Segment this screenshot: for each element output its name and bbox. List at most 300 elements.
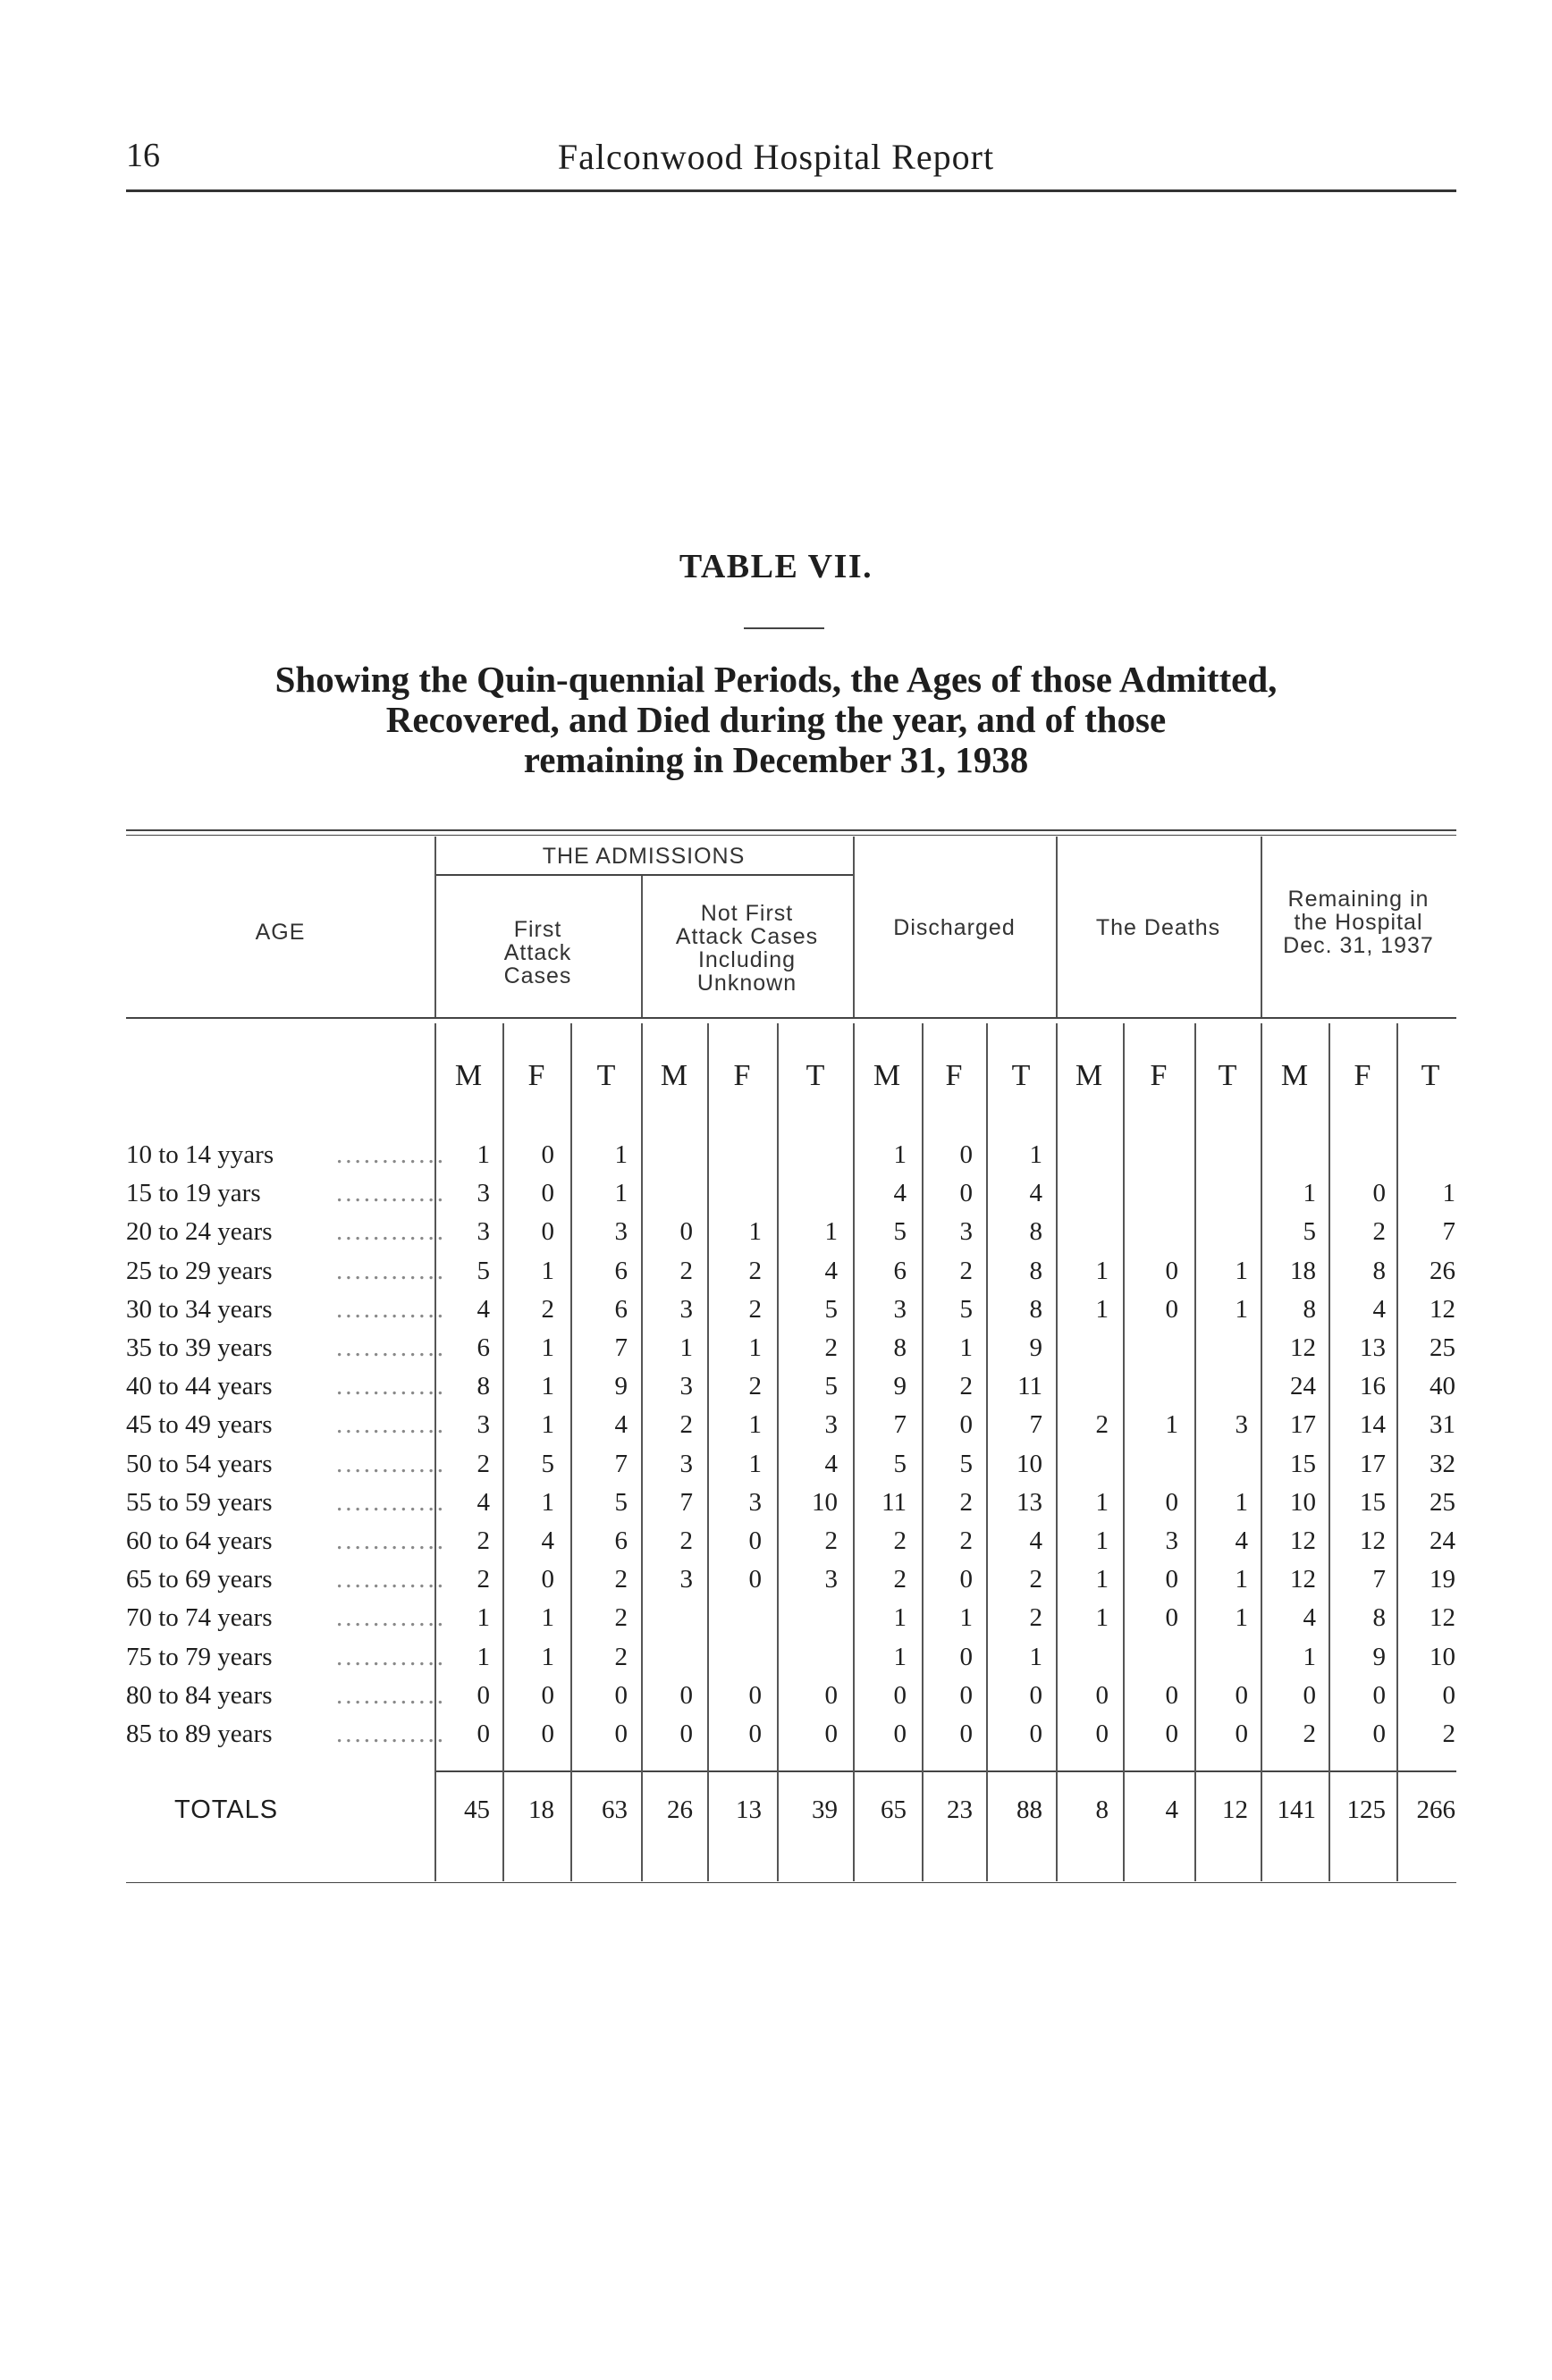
table-cell: 3 <box>477 1217 490 1247</box>
table-cell: 0 <box>824 1680 838 1710</box>
table-cell: 1 <box>541 1410 554 1440</box>
header-line: the Hospital <box>1294 910 1423 935</box>
age-cell <box>126 1217 446 1247</box>
subtitle-line: Recovered, and Died during the year, and of those <box>385 699 1167 740</box>
table-cell: 1 <box>1303 1642 1316 1671</box>
age-cell <box>126 1526 446 1556</box>
total-cell: 141 <box>1277 1796 1316 1824</box>
table-cell: 0 <box>541 1217 554 1247</box>
table-cell: 7 <box>1442 1217 1455 1247</box>
table-cell: 1 <box>893 1642 907 1671</box>
table-cell: 0 <box>477 1720 490 1748</box>
table-cell: 3 <box>893 1294 907 1324</box>
header-line: Cases <box>503 963 572 988</box>
table-cell: 2 <box>477 1449 490 1478</box>
table-cell: 12 <box>1430 1294 1455 1324</box>
table-cell: 5 <box>824 1294 838 1324</box>
table-cell: 4 <box>1029 1526 1042 1555</box>
subheader-t: T <box>1421 1059 1440 1092</box>
age-header: AGE <box>255 920 306 945</box>
table-cell: 5 <box>893 1449 907 1478</box>
table-cell: 1 <box>748 1333 762 1362</box>
table-cell: 8 <box>1029 1294 1042 1324</box>
leader-dots: ............ <box>336 1565 446 1594</box>
total-cell: 88 <box>1016 1796 1042 1824</box>
table-cell: 1 <box>614 1179 628 1208</box>
age-cell <box>126 1449 446 1479</box>
age-label: 60 to 64 years <box>126 1526 276 1555</box>
table-cell: 1 <box>1095 1603 1109 1633</box>
table-cell: 6 <box>614 1256 628 1285</box>
table-cell: 0 <box>1095 1720 1109 1748</box>
leader-dots: ............ <box>336 1372 446 1401</box>
age-label: 10 to 14 yyars <box>126 1140 277 1169</box>
table-cell: 7 <box>679 1487 693 1517</box>
table-cell: 7 <box>614 1449 628 1478</box>
subheader-t: T <box>596 1059 616 1092</box>
table-cell: 24 <box>1290 1372 1316 1401</box>
table-cell: 7 <box>1372 1565 1386 1594</box>
age-cell <box>126 1294 446 1325</box>
age-label: 65 to 69 years <box>126 1565 276 1594</box>
age-label: 50 to 54 years <box>126 1450 276 1478</box>
table-cell: 0 <box>1372 1680 1386 1710</box>
table-cell: 1 <box>477 1642 490 1671</box>
table-cell: 1 <box>1165 1410 1178 1440</box>
table-cell: 0 <box>679 1217 693 1247</box>
table-cell: 12 <box>1430 1603 1455 1633</box>
age-label: 35 to 39 years <box>126 1333 276 1362</box>
header-line: First <box>513 917 562 942</box>
table-cell: 1 <box>748 1410 762 1440</box>
table-cell: 1 <box>824 1217 838 1247</box>
table-cell: 2 <box>541 1294 554 1324</box>
table-cell: 6 <box>614 1294 628 1324</box>
table-cell: 26 <box>1430 1256 1455 1285</box>
table-cell: 1 <box>1095 1526 1109 1555</box>
col-divider <box>777 1023 779 1881</box>
table-cell: 0 <box>1303 1680 1316 1710</box>
table-cell: 2 <box>1029 1565 1042 1594</box>
table-cell: 8 <box>1372 1603 1386 1633</box>
age-label: 85 to 89 years <box>126 1720 276 1748</box>
table-cell: 11 <box>1017 1372 1042 1401</box>
table-cell: 11 <box>881 1487 907 1517</box>
table-cell: 0 <box>959 1140 973 1169</box>
table-cell: 1 <box>1095 1487 1109 1517</box>
table-cell: 1 <box>477 1603 490 1633</box>
header-bottom-rule <box>126 1017 1456 1019</box>
leader-dots: ............ <box>336 1642 446 1671</box>
age-cell <box>126 1603 446 1633</box>
table-cell: 6 <box>477 1333 490 1362</box>
table-cell: 0 <box>959 1410 973 1440</box>
table-cell: 0 <box>1165 1487 1178 1517</box>
table-cell: 0 <box>1165 1720 1178 1748</box>
table-cell: 8 <box>1029 1217 1042 1247</box>
leader-dots: ............ <box>336 1487 446 1517</box>
table-cell: 0 <box>893 1720 907 1748</box>
table-cell: 18 <box>1290 1256 1316 1285</box>
col-divider <box>1194 1023 1196 1881</box>
table-cell: 6 <box>614 1526 628 1555</box>
first-attack-header <box>434 918 641 988</box>
table-cell: 32 <box>1430 1449 1455 1478</box>
table-cell: 1 <box>1442 1179 1455 1208</box>
table-cell: 4 <box>893 1179 907 1208</box>
table-cell: 4 <box>1303 1603 1316 1633</box>
table-cell: 3 <box>679 1372 693 1401</box>
table-cell: 3 <box>1235 1410 1248 1440</box>
table-cell: 6 <box>893 1256 907 1285</box>
age-cell <box>126 1720 446 1749</box>
table-top-rule <box>126 829 1456 831</box>
age-label: 45 to 49 years <box>126 1410 276 1439</box>
total-cell: 266 <box>1416 1796 1455 1824</box>
table-cell: 2 <box>748 1256 762 1285</box>
not-first-attack-header <box>641 902 853 995</box>
table-cell: 1 <box>1235 1294 1248 1324</box>
table-cell: 2 <box>959 1372 973 1401</box>
table-cell: 8 <box>893 1333 907 1362</box>
table-cell: 2 <box>1029 1603 1042 1633</box>
age-cell <box>126 1680 446 1711</box>
subheader-t: T <box>806 1059 825 1092</box>
table-cell: 0 <box>1165 1256 1178 1285</box>
table-cell: 2 <box>679 1410 693 1440</box>
table-cell: 5 <box>893 1217 907 1247</box>
discharged-header: Discharged <box>893 915 1016 940</box>
table-cell: 25 <box>1430 1333 1455 1362</box>
table-cell: 2 <box>477 1565 490 1594</box>
table-cell: 4 <box>1372 1294 1386 1324</box>
table-cell: 5 <box>541 1449 554 1478</box>
table-cell: 4 <box>1235 1526 1248 1555</box>
table-cell: 2 <box>614 1642 628 1671</box>
table-cell: 12 <box>1290 1333 1316 1362</box>
table-cell: 2 <box>959 1256 973 1285</box>
table-cell: 2 <box>893 1565 907 1594</box>
table-cell: 1 <box>893 1140 907 1169</box>
table-cell: 0 <box>1165 1294 1178 1324</box>
table-cell: 15 <box>1290 1449 1316 1478</box>
table-cell: 3 <box>679 1449 693 1478</box>
age-label: 30 to 34 years <box>126 1295 276 1324</box>
total-cell: 8 <box>1095 1796 1109 1824</box>
age-label: 40 to 44 years <box>126 1372 276 1400</box>
table-cell: 8 <box>1303 1294 1316 1324</box>
table-cell: 0 <box>614 1680 628 1710</box>
remaining-header <box>1261 887 1456 957</box>
totals-top-rule <box>434 1770 1456 1772</box>
table-cell: 0 <box>748 1680 762 1710</box>
subheader-m: M <box>1075 1059 1103 1092</box>
subheader-f: F <box>945 1059 963 1092</box>
table-cell: 2 <box>614 1565 628 1594</box>
age-cell <box>126 1140 446 1170</box>
table-cell: 16 <box>1360 1372 1386 1401</box>
table-cell: 0 <box>824 1720 838 1748</box>
table-cell: 2 <box>477 1526 490 1555</box>
table-cell: 31 <box>1430 1410 1455 1440</box>
table-cell: 8 <box>477 1372 490 1401</box>
table-cell: 0 <box>1029 1680 1042 1710</box>
deaths-header: The Deaths <box>1095 915 1221 940</box>
leader-dots: ............ <box>336 1333 446 1362</box>
table-cell: 3 <box>824 1410 838 1440</box>
table-cell: 5 <box>1303 1217 1316 1247</box>
age-label: 70 to 74 years <box>126 1603 276 1632</box>
table-cell: 5 <box>959 1294 973 1324</box>
age-cell <box>126 1410 446 1440</box>
col-divider <box>1396 1023 1398 1881</box>
table-cell: 10 <box>1290 1487 1316 1517</box>
subtitle-line: remaining in December 31, 1938 <box>523 739 1029 780</box>
table-cell: 2 <box>1372 1217 1386 1247</box>
total-cell: 125 <box>1346 1796 1386 1824</box>
table-cell: 4 <box>1029 1179 1042 1208</box>
age-label: 55 to 59 years <box>126 1488 276 1517</box>
table-cell: 5 <box>959 1449 973 1478</box>
table-cell: 12 <box>1290 1565 1316 1594</box>
table-cell: 12 <box>1290 1526 1316 1555</box>
table-cell: 1 <box>1029 1642 1042 1671</box>
table-cell: 0 <box>541 1565 554 1594</box>
table-cell: 2 <box>748 1372 762 1401</box>
header-line: Remaining in <box>1287 887 1430 912</box>
table-cell: 1 <box>1095 1294 1109 1324</box>
table-cell: 1 <box>1235 1603 1248 1633</box>
col-divider <box>986 1023 988 1881</box>
table-cell: 0 <box>959 1642 973 1671</box>
table-cell: 2 <box>1303 1720 1316 1748</box>
table-cell: 4 <box>477 1294 490 1324</box>
table-cell: 2 <box>893 1526 907 1555</box>
subheader-m: M <box>454 1059 483 1092</box>
table-cell: 1 <box>1235 1565 1248 1594</box>
table-cell: 0 <box>748 1565 762 1594</box>
table-cell: 2 <box>824 1333 838 1362</box>
table-cell: 0 <box>748 1526 762 1555</box>
table-cell: 2 <box>1095 1410 1109 1440</box>
total-cell: 12 <box>1222 1796 1248 1824</box>
table-cell: 17 <box>1290 1410 1316 1440</box>
table-cell: 7 <box>1029 1410 1042 1440</box>
total-cell: 18 <box>528 1796 554 1824</box>
table-cell: 40 <box>1430 1372 1455 1401</box>
table-cell: 1 <box>1303 1179 1316 1208</box>
table-cell: 1 <box>541 1642 554 1671</box>
subheader-t: T <box>1218 1059 1237 1092</box>
table-cell: 1 <box>1095 1256 1109 1285</box>
subheader-m: M <box>873 1059 901 1092</box>
header-line: Unknown <box>696 971 797 996</box>
subheader-f: F <box>733 1059 751 1092</box>
table-cell: 1 <box>1029 1140 1042 1169</box>
table-cell: 0 <box>679 1680 693 1710</box>
table-cell: 7 <box>893 1410 907 1440</box>
table-cell: 5 <box>614 1487 628 1517</box>
leader-dots: ............ <box>336 1256 446 1285</box>
table-cell: 4 <box>824 1256 838 1285</box>
table-cell: 1 <box>541 1333 554 1362</box>
totals-label: TOTALS <box>174 1796 279 1824</box>
table-cell: 0 <box>614 1720 628 1748</box>
table-cell: 1 <box>541 1372 554 1401</box>
age-label: 20 to 24 years <box>126 1217 276 1246</box>
table-cell: 1 <box>614 1140 628 1169</box>
age-cell <box>126 1256 446 1286</box>
header-line: Dec. 31, 1937 <box>1283 933 1434 958</box>
col-divider <box>1056 1023 1058 1881</box>
leader-dots: ............ <box>336 1680 446 1710</box>
table-cell: 2 <box>614 1603 628 1633</box>
total-cell: 23 <box>947 1796 973 1824</box>
table-cell: 1 <box>541 1487 554 1517</box>
age-label: 80 to 84 years <box>126 1681 276 1710</box>
table-cell: 2 <box>824 1526 838 1555</box>
table-cell: 3 <box>679 1565 693 1594</box>
age-label: 25 to 29 years <box>126 1257 276 1285</box>
table-cell: 15 <box>1360 1487 1386 1517</box>
table-cell: 2 <box>679 1526 693 1555</box>
total-cell: 65 <box>881 1796 907 1824</box>
age-cell <box>126 1642 446 1672</box>
table-cell: 9 <box>1029 1333 1042 1362</box>
page-number: 16 <box>126 137 160 174</box>
table-top-rule-inner <box>126 835 1456 836</box>
subheader-f: F <box>1150 1059 1168 1092</box>
table-cell: 0 <box>1165 1680 1178 1710</box>
table-cell: 7 <box>614 1333 628 1362</box>
table-cell: 24 <box>1430 1526 1455 1555</box>
col-divider <box>570 1023 572 1881</box>
leader-dots: ............ <box>336 1720 446 1748</box>
table-cell: 1 <box>1235 1487 1248 1517</box>
total-cell: 4 <box>1165 1796 1178 1824</box>
table-cell: 2 <box>748 1294 762 1324</box>
table-cell: 0 <box>1165 1603 1178 1633</box>
admissions-header: THE ADMISSIONS <box>542 844 746 869</box>
table-cell: 1 <box>959 1333 973 1362</box>
table-cell: 0 <box>1235 1720 1248 1748</box>
table-cell: 0 <box>1442 1680 1455 1710</box>
total-cell: 39 <box>812 1796 838 1824</box>
total-cell: 45 <box>464 1796 490 1824</box>
table-cell: 3 <box>614 1217 628 1247</box>
age-cell <box>126 1179 446 1208</box>
running-title: Falconwood Hospital Report <box>557 137 995 177</box>
table-cell: 4 <box>477 1487 490 1517</box>
age-cell <box>126 1333 446 1363</box>
table-cell: 4 <box>824 1449 838 1478</box>
header-line: Not First <box>700 901 794 926</box>
table-cell: 0 <box>959 1565 973 1594</box>
table-cell: 4 <box>614 1410 628 1440</box>
table-cell: 1 <box>1235 1256 1248 1285</box>
table-cell: 0 <box>541 1720 554 1748</box>
table-cell: 25 <box>1430 1487 1455 1517</box>
table-cell: 1 <box>679 1333 693 1362</box>
table-cell: 1 <box>959 1603 973 1633</box>
table-bottom-rule <box>126 1882 1456 1883</box>
subheader-t: T <box>1011 1059 1031 1092</box>
table-cell: 0 <box>541 1140 554 1169</box>
leader-dots: ............ <box>336 1526 446 1555</box>
leader-dots: ............ <box>336 1449 446 1478</box>
table-cell: 0 <box>959 1680 973 1710</box>
col-divider <box>1123 1023 1125 1881</box>
total-cell: 13 <box>736 1796 762 1824</box>
age-cell <box>126 1487 446 1518</box>
table-cell: 0 <box>1165 1565 1178 1594</box>
table-cell: 0 <box>748 1720 762 1748</box>
table-cell: 2 <box>959 1487 973 1517</box>
table-cell: 8 <box>1029 1256 1042 1285</box>
table-cell: 2 <box>679 1256 693 1285</box>
table-cell: 0 <box>1372 1179 1386 1208</box>
table-cell: 17 <box>1360 1449 1386 1478</box>
age-label: 15 to 19 yars <box>126 1179 265 1207</box>
table-cell: 13 <box>1360 1333 1386 1362</box>
total-cell: 63 <box>602 1796 628 1824</box>
table-cell: 12 <box>1360 1526 1386 1555</box>
table-cell: 3 <box>748 1487 762 1517</box>
leader-dots: ............ <box>336 1603 446 1633</box>
subheader-m: M <box>1280 1059 1309 1092</box>
table-cell: 0 <box>477 1680 490 1710</box>
header-line: Attack Cases <box>675 924 819 949</box>
leader-dots: ............ <box>336 1140 446 1169</box>
table-cell: 10 <box>812 1487 838 1517</box>
table-cell: 1 <box>477 1140 490 1169</box>
table-cell: 19 <box>1430 1565 1455 1594</box>
table-cell: 0 <box>1235 1680 1248 1710</box>
subheader-f: F <box>527 1059 545 1092</box>
table-cell: 3 <box>1165 1526 1178 1555</box>
table-cell: 1 <box>541 1256 554 1285</box>
age-label: 75 to 79 years <box>126 1643 276 1671</box>
table-cell: 3 <box>679 1294 693 1324</box>
subtitle-line: Showing the Quin-quennial Periods, the Ages of those Admitted, <box>274 659 1278 700</box>
table-cell: 1 <box>748 1217 762 1247</box>
table-cell: 8 <box>1372 1256 1386 1285</box>
table-cell: 3 <box>477 1179 490 1208</box>
table-cell: 0 <box>959 1720 973 1748</box>
header-line: Attack <box>503 940 572 965</box>
table-cell: 0 <box>893 1680 907 1710</box>
admissions-rule <box>434 874 853 876</box>
table-cell: 0 <box>679 1720 693 1748</box>
table-cell: 0 <box>1029 1720 1042 1748</box>
subheader-m: M <box>660 1059 688 1092</box>
table-title: TABLE VII. <box>679 548 873 585</box>
table-cell: 3 <box>477 1410 490 1440</box>
table-cell: 0 <box>1095 1680 1109 1710</box>
table-cell: 4 <box>541 1526 554 1555</box>
age-cell <box>126 1565 446 1594</box>
col-divider <box>1328 1023 1330 1881</box>
table-cell: 0 <box>541 1680 554 1710</box>
leader-dots: ............ <box>336 1410 446 1440</box>
table-cell: 1 <box>541 1603 554 1633</box>
table-cell: 1 <box>748 1449 762 1478</box>
table-cell: 2 <box>1442 1720 1455 1748</box>
table-cell: 10 <box>1430 1642 1455 1671</box>
age-cell <box>126 1372 446 1401</box>
table-cell: 2 <box>959 1526 973 1555</box>
leader-dots: ............ <box>336 1179 446 1208</box>
